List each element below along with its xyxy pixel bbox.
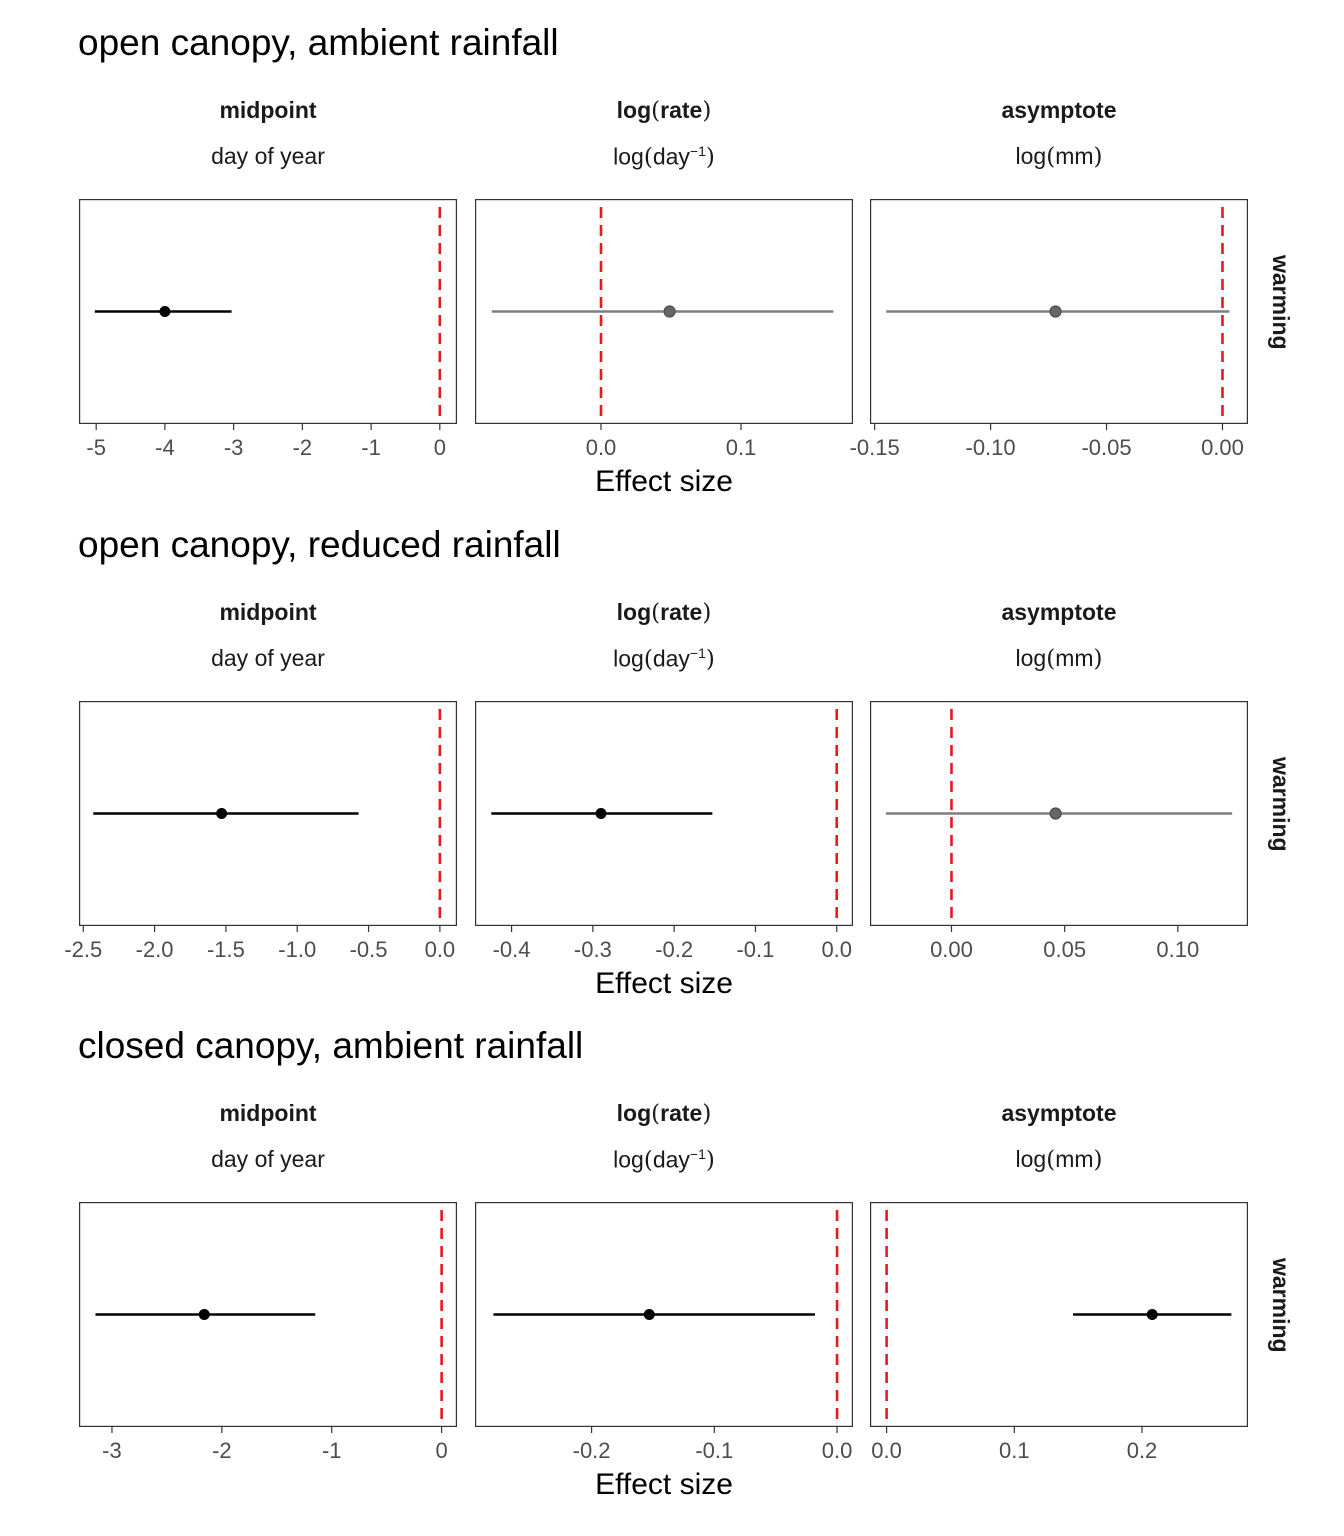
facet-strip-unit: log(day$^{-1}$) [613,644,715,673]
effect-estimate-point [596,808,607,819]
facet-strip-name: asymptote [1001,1100,1117,1126]
x-tick-label: -0.1 [736,936,775,962]
x-tick-label: -1 [321,1438,342,1463]
facet-strip-name: log(rate) [616,598,712,626]
facet-strip-name: midpoint [219,97,317,123]
facet-strip-unit: log(mm) [1015,143,1103,170]
facet-strip-name: log(rate) [616,1100,712,1127]
facet-strip-name: asymptote [1001,598,1117,625]
effect-estimate-point [644,1309,655,1320]
effect-estimate-point [159,306,170,317]
x-tick-label: -0.1 [695,1438,734,1463]
x-tick-label: 0.00 [930,936,973,962]
facet-strip-unit: log(day$^{-1}$) [613,1146,715,1174]
facet-panel [475,1202,853,1461]
effect-estimate-point [1050,306,1061,317]
facet-strip-unit: log(day$^{-1}$) [613,143,715,171]
x-tick-label: -0.2 [572,1438,611,1463]
row-title: open canopy, ambient rainfall [78,22,559,63]
x-tick-label: -0.10 [965,435,1016,460]
facet-strip-name: midpoint [219,598,317,625]
x-tick-label: 0.2 [1126,1438,1158,1463]
row-strip-label: warming [1268,255,1294,350]
x-tick-label: -1.5 [206,936,245,962]
facet-panel [64,701,457,962]
row-strip-label: warming [1268,1258,1294,1353]
facet-panel [475,701,853,960]
x-tick-label: 0.0 [585,435,617,460]
x-axis-title: Effect size [595,966,733,1000]
facet-strip-unit: day of year [211,644,325,671]
facet-strip-unit: log(mm) [1015,644,1103,672]
effect-estimate-point [199,1309,210,1320]
x-tick-label: 0.0 [821,936,853,962]
x-tick-label: -2 [212,1438,232,1463]
row-title: closed canopy, ambient rainfall [78,1025,584,1066]
x-tick-label: -0.15 [849,435,900,460]
x-tick-label: -4 [155,435,175,460]
x-tick-label: 0.1 [725,435,757,460]
effect-estimate-point [1147,1309,1158,1320]
row-strip-label: warming [1268,756,1294,852]
x-tick-label: -0.5 [349,936,388,962]
x-tick-label: -0.3 [573,936,612,962]
x-tick-label: -5 [86,435,106,460]
row-title: open canopy, reduced rainfall [78,523,561,565]
x-tick-label: 0.00 [1201,435,1244,460]
x-axis-title: Effect size [595,1468,733,1501]
x-tick-label: 0 [435,1438,448,1463]
facet-panel [79,1202,457,1461]
facet-strip-name: log(rate) [616,97,712,124]
x-tick-label: 0 [433,435,446,460]
effect-estimate-point [664,306,675,317]
x-axis-title: Effect size [595,465,733,498]
x-tick-label: -0.2 [655,936,694,962]
x-tick-label: 0.0 [871,1438,902,1463]
facet-panel [870,701,1248,960]
x-tick-label: -3 [223,435,244,460]
x-tick-label: 0.1 [999,1438,1030,1463]
effect-estimate-point [1050,808,1061,819]
facet-panel [79,199,457,458]
facet-strip-name: midpoint [219,1100,317,1126]
effect-estimate-point [216,808,227,819]
facet-panel [849,199,1248,460]
x-tick-label: -1.0 [278,936,317,962]
x-tick-label: -3 [102,1438,122,1463]
facet-strip-unit: day of year [211,1146,325,1172]
facet-strip-unit: log(mm) [1015,1146,1103,1173]
x-tick-label: -2 [292,435,313,460]
facet-strip-unit: day of year [211,143,325,169]
x-tick-label: 0.0 [821,1438,853,1463]
facet-strip-name: asymptote [1001,97,1117,123]
x-tick-label: -2.5 [64,936,103,962]
x-tick-label: -1 [361,435,381,460]
x-tick-label: -2.0 [135,936,174,962]
x-tick-label: 0.10 [1156,936,1200,962]
x-tick-label: -0.05 [1081,435,1132,460]
facet-panel [870,1202,1248,1461]
x-tick-label: 0.05 [1043,936,1087,962]
x-tick-label: -0.4 [492,936,531,962]
x-tick-label: 0.0 [424,936,456,962]
facet-panel [475,199,853,458]
